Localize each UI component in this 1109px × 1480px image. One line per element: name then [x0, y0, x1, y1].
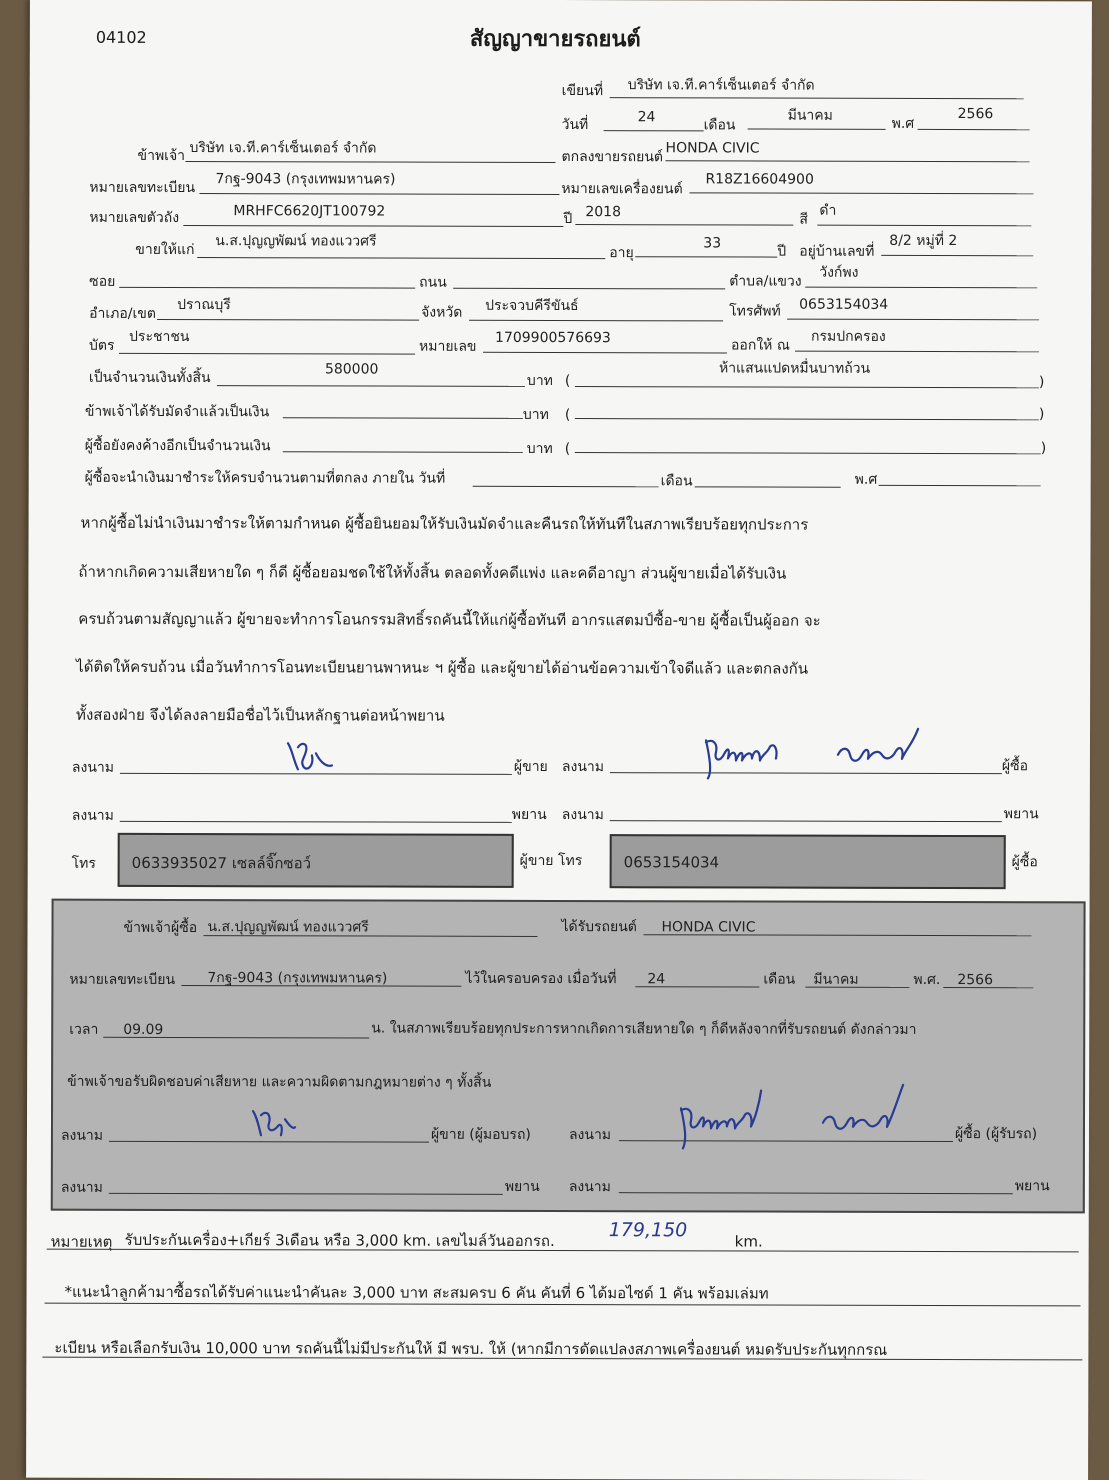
day-label: วันที่ [561, 117, 589, 134]
seller-tel-label: โทร [71, 855, 96, 872]
receipt-possess-label: ไว้ในครอบครอง เมื่อวันที่ [465, 970, 617, 988]
receipt-seller-role: ผู้ขาย (ผู้มอบรถ) [430, 1126, 531, 1143]
buyer-witness-sign-label: ลงนาม [561, 807, 604, 824]
receipt-clause-1: น. ในสภาพเรียบร้อยทุกประการหากเกิดการเสียหายใด ๆ ก็ดีหลังจากที่รับรถยนต์ ดังกล่าวมา [371, 1020, 917, 1038]
total-amount-label: เป็นจำนวนเงินทั้งสิ้น [88, 369, 211, 387]
buyer-signature [698, 718, 938, 783]
receipt-clause-2: ข้าพเจ้าขอรับผิดชอบค่าเสียหาย และความผิดตามกฎหมายต่าง ๆ ทั้งสิ้น [67, 1073, 492, 1091]
seller-sign-label: ลงนาม [71, 759, 115, 776]
document-number: 04102 [95, 27, 147, 47]
written-at-value: บริษัท เจ.ที.คาร์เซ็นเตอร์ จำกัด [627, 77, 815, 94]
seller-witness-sign-label: ลงนาม [71, 807, 114, 824]
province-label: จังหวัด [421, 304, 463, 321]
month-label: เดือน [703, 117, 736, 134]
buyer-name: น.ส.ปุญญพัฒน์ ทองแววศรี [215, 233, 377, 250]
receipt-seller-signature [249, 1105, 299, 1143]
receipt-seller-witness-label: พยาน [504, 1178, 540, 1195]
receipt-year: 2566 [957, 972, 994, 989]
receipt-buyer-witness-label: พยาน [1014, 1178, 1050, 1195]
mileage-handwritten [605, 1212, 715, 1242]
seller-witness-label: พยาน [511, 806, 547, 823]
total-amount-words: ห้าแสนแปดหมื่นบาทถ้วน [718, 360, 871, 377]
phone-label: โทรศัพท์ [729, 303, 781, 320]
buyer-phone-value: 0653154034 [623, 853, 720, 872]
deposit-paren-close: ) [1038, 406, 1045, 423]
contract-paper [26, 0, 1092, 1480]
district-label: อำเภอ/เขต [89, 305, 156, 322]
age-unit-label: ปี [777, 243, 787, 260]
card-no-label: หมายเลข [419, 338, 477, 355]
total-amount-value: 580000 [324, 361, 379, 378]
reg-no-value: 7กฐ-9043 (กรุงเทพมหานคร) [215, 171, 396, 188]
remaining-paren-open: ( [564, 441, 571, 458]
receipt-i-buyer-label: ข้าพเจ้าผู้ซื้อ [123, 919, 198, 937]
receipt-reg-no: 7กฐ-9043 (กรุงเทพมหานคร) [207, 970, 388, 987]
referral-line-2: ะเบียน หรือเลือกรับเงิน 10,000 บาท รถคันนี้ไม่มีประกันให้ มี พรบ. ให้ (หากมีการดัดแปลงสภาพเครื่องยนต์ หมดรับประกันทุกกรณ [54, 1338, 888, 1359]
chassis-no-value: MRHFC6620JT100792 [233, 203, 386, 220]
remaining-label: ผู้ซื้อยังคงค้างอีกเป็นจำนวนเงิน [84, 437, 271, 455]
card-value: ประชาชน [129, 328, 190, 346]
receipt-car-model: HONDA CIVIC [661, 919, 756, 936]
seller-name: บริษัท เจ.ที.คาร์เซ็นเตอร์ จำกัด [189, 140, 377, 157]
total-paren-open: ( [564, 373, 571, 390]
receipt-buyer-witness-sign-label: ลงนาม [568, 1179, 611, 1196]
receipt-buyer-role: ผู้ซื้อ (ผู้รับรถ) [954, 1126, 1038, 1143]
be-year-label: พ.ศ [891, 115, 915, 132]
year-value: 2018 [585, 204, 622, 221]
chassis-no-label: หมายเลขตัวถัง [89, 209, 180, 227]
car-model: HONDA CIVIC [665, 140, 760, 157]
mileage-value: 179,150 [608, 1219, 688, 1242]
receipt-received-car-label: ได้รับรถยนต์ [561, 919, 637, 936]
note-label: หมายเหตุ [50, 1232, 113, 1251]
deposit-label: ข้าพเจ้าได้รับมัดจำแล้วเป็นเงิน [84, 403, 270, 421]
age-value: 33 [703, 235, 722, 252]
subdistrict-label: ตำบล/แขวง [729, 273, 802, 290]
engine-no-value: R18Z16604900 [705, 171, 814, 188]
road-label: ถนน [419, 274, 447, 291]
receipt-seller-witness-sign-label: ลงนาม [60, 1179, 103, 1196]
engine-no-label: หมายเลขเครื่องยนต์ [561, 181, 683, 198]
receipt-day: 24 [647, 971, 666, 988]
deposit-baht-label: บาท [522, 406, 549, 423]
terms-line-2: ถ้าหากเกิดความเสียหายใด ๆ ก็ดี ผู้ซื้อยอมชดใช้ให้ทั้งสิ้น ตลอดทั้งคดีแพ่ง และคดีอาญา ส่วนผู้ขายเมื่อได้รับเงิน [78, 562, 787, 583]
document-title: สัญญาขายรถยนต์ [469, 26, 641, 53]
note-km-label: km. [734, 1232, 763, 1251]
seller-signature [282, 735, 342, 775]
receipt-buyer-signature [673, 1078, 923, 1155]
remaining-baht-label: บาท [526, 440, 553, 457]
house-no-value: 8/2 หมู่ที่ 2 [889, 232, 958, 250]
terms-line-5: ทั้งสองฝ่าย จึงได้ลงลายมือชื่อไว้เป็นหลักฐานต่อหน้าพยาน [76, 705, 445, 725]
buyer-tel-role-label: ผู้ซื้อ [1011, 854, 1038, 871]
be-year-value: 2566 [957, 106, 994, 123]
subdistrict-value: วังก์พง [819, 264, 859, 281]
total-baht-label: บาท [526, 372, 553, 389]
deposit-paren-open: ( [564, 407, 571, 424]
receipt-time-label: เวลา [69, 1021, 99, 1038]
year-label: ปี [563, 211, 573, 228]
terms-line-3: ครบถ้วนตามสัญญาแล้ว ผู้ขายจะทำการโอนกรรมสิทธิ์รถคันนี้ให้แก่ผู้ซื้อทันที อากรแสตมป์ซื้อ-ขาย ผู้ซื้อเป็นผู้ออก จะ [78, 609, 821, 630]
day-value: 24 [637, 109, 656, 126]
receipt-reg-label: หมายเลขทะเบียน [69, 971, 176, 988]
remaining-paren-close: ) [1040, 440, 1047, 457]
month-value: มีนาคม [787, 107, 833, 124]
pay-by-year-label: พ.ศ [854, 471, 878, 488]
note-text: รับประกันเครื่อง+เกียร์ 3เดือน หรือ 3,000 km. เลขไมล์วันออกรถ. [124, 1230, 555, 1250]
receipt-buyer-name: น.ส.ปุญญพัฒน์ ทองแววศรี [207, 919, 369, 936]
agree-sell-car-label: ตกลงขายรถยนต์ [561, 149, 664, 166]
district-value: ปราณบุรี [177, 296, 231, 314]
total-paren-close: ) [1038, 374, 1045, 391]
issued-by-value: กรมปกครอง [811, 328, 886, 345]
receipt-time: 09.09 [123, 1021, 164, 1038]
phone-value: 0653154034 [799, 296, 889, 313]
terms-line-1: หากผู้ซื้อไม่นำเงินมาชำระให้ตามกำหนด ผู้ซื้อยินยอมให้รับเงินมัดจำและคืนรถให้ทันทีในสภาพเรียบร้อยทุกประการ [80, 513, 809, 534]
buyer-witness-label: พยาน [1003, 806, 1039, 823]
receipt-year-label: พ.ศ. [913, 971, 941, 988]
seller-role-label: ผู้ขาย [513, 758, 548, 775]
receipt-month: มีนาคม [813, 971, 859, 988]
receipt-buyer-sign-label: ลงนาม [568, 1127, 612, 1144]
receipt-seller-sign-label: ลงนาม [60, 1127, 104, 1144]
card-no-value: 1709900576693 [495, 329, 611, 347]
pay-by-label: ผู้ซื้อจะนำเงินมาชำระให้ครบจำนวนตามที่ตกลง ภายใน วันที่ [84, 469, 446, 487]
seller-phone-value: 0633935027 เซลล์จิ๊กซอว์ [131, 853, 312, 873]
sell-to-label: ขายให้แก่ [135, 241, 195, 259]
buyer-sign-label: ลงนาม [561, 759, 605, 776]
seller-tel-role-label: ผู้ขาย โทร [519, 852, 583, 870]
age-label: อายุ [609, 245, 634, 262]
buyer-role-label: ผู้ซื้อ [1001, 758, 1029, 775]
color-label: สี [799, 211, 808, 228]
card-label: บัตร [89, 337, 115, 354]
written-at-label: เขียนที่ [561, 83, 604, 100]
terms-line-4: ได้ติดให้ครบถ้วน เมื่อวันทำการโอนทะเบียนยานพาหนะ ฯ ผู้ซื้อ และผู้ขายได้อ่านข้อความเข้าใจดีแล้ว และตกลงกัน [76, 657, 809, 678]
color-value: ดำ [819, 202, 837, 219]
soi-label: ซอย [89, 273, 116, 290]
issued-by-label: ออกให้ ณ [731, 337, 790, 354]
referral-line-1: *แนะนำลูกค้ามาซื้อรถได้รับค่าแนะนำคันละ 3,000 บาท สะสมครบ 6 คัน คันที่ 6 ได้มอไซด์ 1 คัน พร้อมเล่มท [64, 1282, 769, 1303]
reg-no-label: หมายเลขทะเบียน [89, 179, 196, 197]
receipt-month-label: เดือน [763, 971, 796, 988]
car-receipt-box [51, 899, 1086, 1214]
pay-by-month-label: เดือน [660, 473, 693, 490]
province-value: ประจวบคีรีขันธ์ [485, 297, 579, 315]
house-no-label: อยู่บ้านเลขที่ [799, 243, 875, 260]
i-label: ข้าพเจ้า [137, 147, 186, 165]
